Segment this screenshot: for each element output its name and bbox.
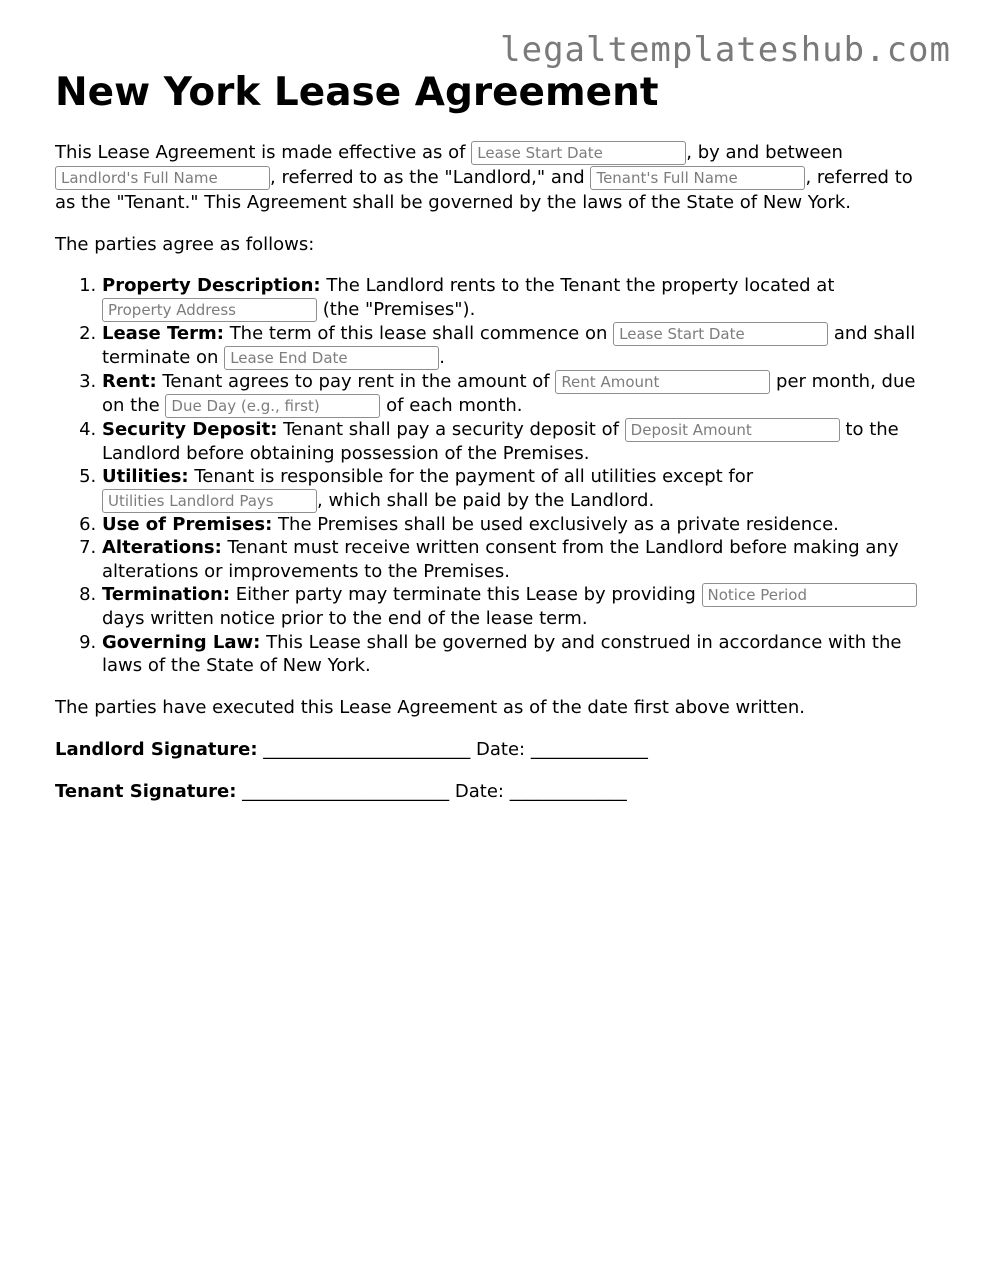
term-heading: Alterations: (102, 537, 222, 558)
closing-text: The parties have executed this Lease Agreement as of the date first above written. (55, 696, 805, 718)
tenant-name-input[interactable] (590, 166, 805, 190)
term-alterations (102, 536, 930, 583)
term-text: days written notice prior to the end of the lease term. (102, 608, 588, 629)
term-text: and shall terminate on (102, 322, 916, 368)
term-text: per month, due on the (102, 370, 916, 416)
document-page (55, 70, 930, 804)
utilities-landlord-pays-input[interactable] (102, 489, 317, 513)
landlord-signature-label: Landlord Signature: (55, 738, 258, 760)
term-text: Either party may terminate this Lease by providing (235, 584, 696, 605)
tenant-signature-line (55, 779, 930, 804)
term-text: Tenant is responsible for the payment of all utilities except for (194, 466, 754, 487)
term-heading: Security Deposit: (102, 418, 278, 440)
term-text: Tenant shall pay a security deposit of (283, 418, 619, 440)
term-heading: Lease Term: (102, 322, 224, 344)
term-text: . (439, 346, 445, 368)
term-text: (the "Premises"). (322, 298, 476, 320)
page-title: New York Lease Agreement (55, 70, 659, 115)
term-security-deposit (102, 418, 930, 466)
term-text: Tenant agrees to pay rent in the amount of (162, 370, 550, 392)
term-heading: Use of Premises: (102, 513, 273, 535)
intro-paragraph (55, 140, 930, 215)
intro-text-1: This Lease Agreement is made effective as of (55, 142, 466, 163)
intro-text-2: , by and between (686, 142, 843, 163)
deposit-amount-input[interactable] (625, 418, 840, 442)
term-heading: Termination: (102, 584, 231, 605)
term-rent (102, 370, 930, 418)
term-heading: Property Description: (102, 275, 321, 296)
term-governing-law (102, 631, 930, 678)
tenant-date-label: Date: (454, 780, 504, 802)
terms-list (55, 274, 930, 678)
term-text: Tenant must receive written consent from the Landlord before making any alterations or improvements to the Premises. (102, 537, 899, 582)
term-text: to the Landlord before obtaining possession of the Premises. (102, 418, 899, 464)
term-text: The Premises shall be used exclusively as a private residence. (278, 513, 839, 535)
term-use-of-premises (102, 513, 930, 537)
landlord-name-input[interactable] (55, 166, 270, 190)
notice-period-input[interactable] (702, 583, 917, 607)
agree-text: The parties agree as follows: (55, 234, 315, 255)
term-heading: Rent: (102, 370, 157, 392)
landlord-date-label: Date: (476, 738, 526, 760)
watermark: legaltemplateshub.com (500, 30, 951, 70)
term-text: This Lease shall be governed by and construed in accordance with the laws of the State of New York. (102, 631, 902, 676)
term-text: of each month. (386, 394, 523, 416)
rent-amount-input[interactable] (555, 370, 770, 394)
term-heading: Utilities: (102, 466, 189, 487)
lease-end-date-input[interactable] (224, 346, 439, 370)
term-heading: Governing Law: (102, 631, 261, 653)
term-property-description (102, 274, 930, 322)
lease-start-date-input[interactable] (471, 141, 686, 165)
term-text: , which shall be paid by the Landlord. (317, 489, 655, 511)
term-termination (102, 583, 930, 631)
tenant-signature-label: Tenant Signature: (55, 780, 237, 802)
term-lease-term (102, 322, 930, 370)
landlord-date-blank[interactable]: _____________ (530, 738, 648, 760)
term-text: The term of this lease shall commence on (229, 322, 608, 344)
property-address-input[interactable] (102, 298, 317, 322)
intro-text-4: , referred to as the "Tenant." This Agreement shall be governed by the laws of the State of New York. (55, 167, 913, 213)
term-utilities (102, 465, 930, 513)
landlord-signature-blank[interactable]: _______________________ (263, 738, 471, 760)
landlord-signature-line (55, 737, 930, 762)
intro-text-3: , referred to as the "Landlord," and (270, 167, 585, 188)
term-text: The Landlord rents to the Tenant the property located at (326, 275, 835, 296)
tenant-signature-blank[interactable]: _______________________ (242, 780, 450, 802)
term-start-date-input[interactable] (613, 322, 828, 346)
tenant-date-blank[interactable]: _____________ (509, 780, 627, 802)
due-day-input[interactable] (165, 394, 380, 418)
